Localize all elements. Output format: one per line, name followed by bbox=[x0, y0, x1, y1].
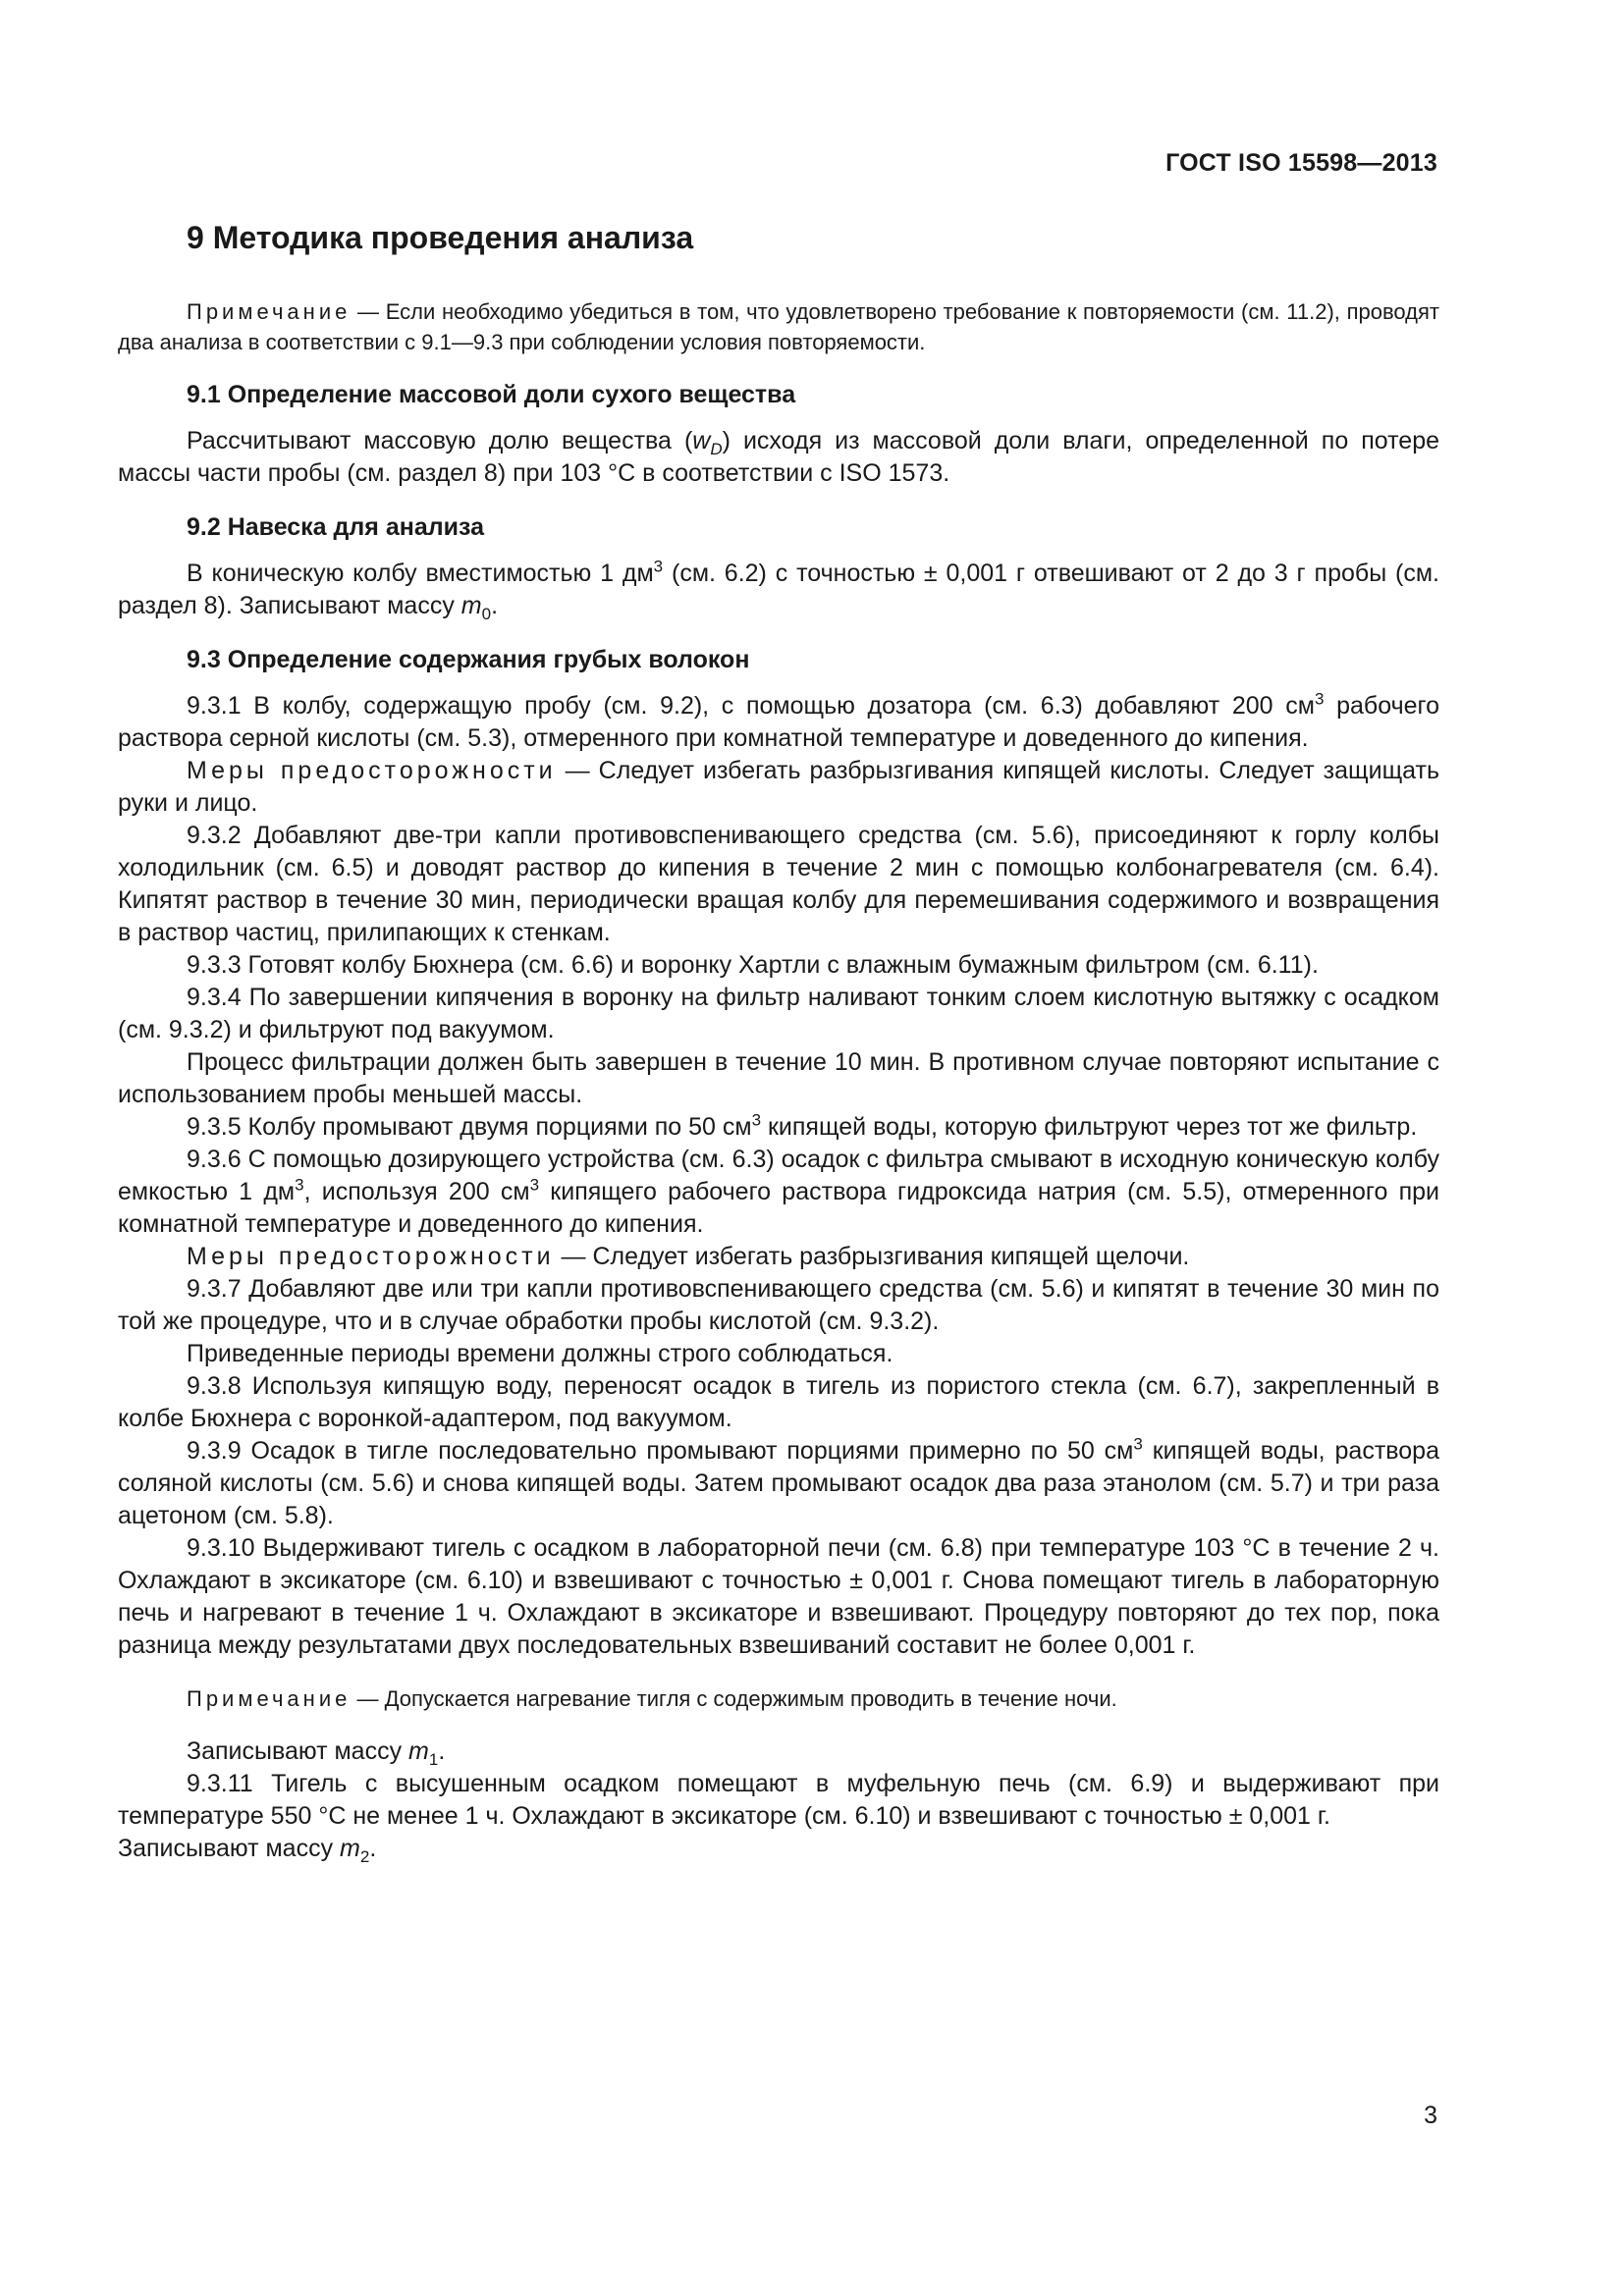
note-label: Примечание bbox=[187, 299, 352, 324]
caution-label: Меры предосторожности bbox=[187, 757, 557, 784]
paragraph-9-3-4: 9.3.4 По завершении кипячения в воронку на фильтр наливают тонким слоем кислотную вытяжку с осадком (см. 9.3.2) и фильтруют под вакуумом. bbox=[118, 984, 1439, 1043]
subsection-heading-9-3: 9.3 Определение содержания грубых волокон bbox=[187, 646, 750, 673]
document-body bbox=[118, 218, 1439, 1865]
note-label: Примечание bbox=[187, 1686, 352, 1711]
record-mass-m1: Записывают массу $m_1$. bbox=[187, 1737, 446, 1769]
paragraph-9-3-7-continued: Приведенные периоды времени должны строго соблюдаться. bbox=[187, 1340, 893, 1367]
paragraph-9-3-10: 9.3.10 Выдерживают тигель с осадком в лабораторной печи (см. 6.8) при температуре 103 °С в течение 2 ч. Охлаждают в эксикаторе (см. 6.10) и взвешивают с точностью ± 0,001 г. Снова помещают тигель в лабораторную печь и нагревают в течение 1 ч. Охлаждают в эксикаторе и взвешивают. Процедуру повторяют до тех пор, пока разница между результатами двух последовательных взвешиваний составит не более 0,001 г. bbox=[118, 1534, 1439, 1659]
paragraph-9-2: В коническую колбу вместимостью 1 $дм^3$ (см. 6.2) с точностью ± 0,001 г отвешивают от 2 до 3 г пробы (см. раздел 8). Записывают массу $m_0$. bbox=[118, 557, 1439, 623]
paragraph-9-3-1: 9.3.1 В колбу, содержащую пробу (см. 9.2), с помощью дозатора (см. 6.3) добавляют 200 $см^3$ рабочего раствора серной кислоты (см. 5.3), отмеренного при комнатной температуре и доведенного до кипения. bbox=[118, 689, 1439, 752]
subsection-heading-9-2: 9.2 Навеска для анализа bbox=[187, 513, 484, 541]
caution-label: Меры предосторожности bbox=[187, 1243, 555, 1270]
note-text: — Если необходимо убедиться в том, что удовлетворено требование к повторяемости (см. 11.2), проводят два анализа в соответствии с 9.1—9.3 при соблюдении условия повторяемости. bbox=[118, 299, 1439, 354]
note-paragraph bbox=[118, 296, 1439, 357]
paragraph-9-3-8: 9.3.8 Используя кипящую воду, переносят осадок в тигель из пористого стекла (см. 6.7), закрепленный в колбе Бюхнера с воронкой-адаптером, под вакуумом. bbox=[118, 1372, 1439, 1432]
paragraph-9-1: Рассчитывают массовую долю вещества $(w_D)$ исходя из массовой доли влаги, определенной по потере массы части пробы (см. раздел 8) при 103 °С в соответствии с ISO 1573. bbox=[118, 427, 1440, 487]
paragraph-9-3-2: 9.3.2 Добавляют две-три капли противовспенивающего средства (см. 5.6), присоединяют к горлу колбы холодильник (см. 6.5) и доводят раствор до кипения в течение 2 мин с помощью колбонагревателя (см. 6.4). Кипятят раствор в течение 30 мин, периодически вращая колбу для перемешивания содержимого и возвращения в раствор частиц, прилипающих к стенкам. bbox=[118, 822, 1439, 946]
note-paragraph: Примечание — Допускается нагревание тигля с содержимым проводить в течение ночи. bbox=[187, 1686, 1117, 1711]
paragraph-9-3-11: 9.3.11 Тигель с высушенным осадком помещают в муфельную печь (см. 6.9) и выдерживают при температуре 550 °С не менее 1 ч. Охлаждают в эксикаторе (см. 6.10) и взвешивают с точностью ± 0,001 г. bbox=[118, 1770, 1439, 1830]
paragraph-9-3-3: 9.3.3 Готовят колбу Бюхнера (см. 6.6) и воронку Хартли с влажным бумажным фильтром (см. 6.11). bbox=[187, 951, 1319, 979]
page-number: 3 bbox=[1424, 2102, 1437, 2129]
paragraph-9-3-9: 9.3.9 Осадок в тигле последовательно промывают порциями примерно по 50 $см^3$ кипящей воды, раствора соляной кислоты (см. 5.6) и снова кипящей воды. Затем промывают осадок два раза этанолом (см. 5.7) и три раза ацетоном (см. 5.8). bbox=[118, 1434, 1439, 1529]
record-mass-m2: Записывают массу $m_2$. bbox=[118, 1835, 377, 1866]
paragraph-9-3-6: 9.3.6 С помощью дозирующего устройства (см. 6.3) осадок с фильтра смывают в исходную коническую колбу емкостью 1 $дм^3$, используя 200 $см^3$ кипящего рабочего раствора гидроксида натрия (см. 5.5), отмеренного при комнатной температуре и доведенного до кипения. bbox=[118, 1146, 1439, 1238]
caution-paragraph: Меры предосторожности — Следует избегать разбрызгивания кипящей щелочи. bbox=[187, 1243, 1190, 1270]
section-title: 9 Методика проведения анализа bbox=[187, 220, 694, 255]
paragraph-9-3-4-continued: Процесс фильтрации должен быть завершен в течение 10 мин. В противном случае повторяют испытание с использованием пробы меньшей массы. bbox=[118, 1048, 1439, 1108]
paragraph-9-3-5: 9.3.5 Колбу промывают двумя порциями по 50 $см^3$ кипящей воды, которую фильтруют через тот же фильтр. bbox=[187, 1110, 1418, 1141]
caution-paragraph: Меры предосторожности — Следует избегать разбрызгивания кипящей кислоты. Следует защищать руки и лицо. bbox=[118, 757, 1439, 817]
document-header: ГОСТ ISO 15598—2013 bbox=[1165, 149, 1437, 177]
subsection-heading-9-1: 9.1 Определение массовой доли сухого вещества bbox=[187, 381, 796, 408]
paragraph-9-3-7: 9.3.7 Добавляют две или три капли противовспенивающего средства (см. 5.6) и кипятят в течение 30 мин по той же процедуре, что и в случае обработки пробы кислотой (см. 9.3.2). bbox=[118, 1275, 1439, 1335]
